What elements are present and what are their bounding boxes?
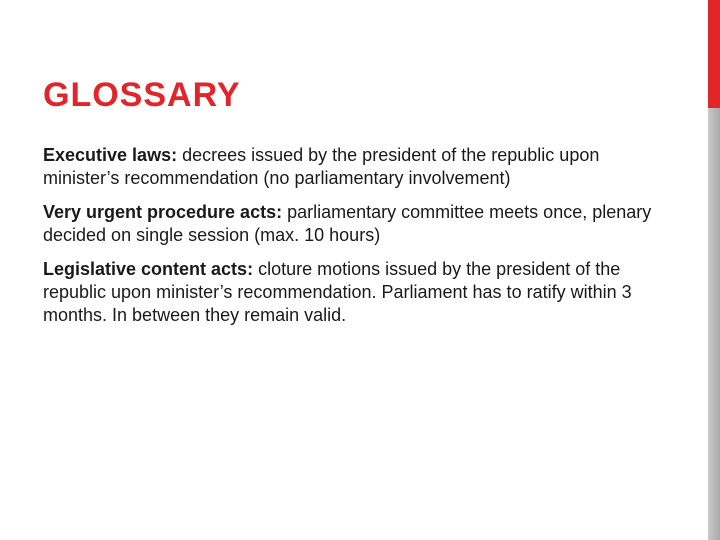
glossary-list: [43, 144, 653, 338]
glossary-definition: parliamentary committee meets once, plenary decided on single session (max. 10 hours): [43, 202, 652, 245]
glossary-term: Executive laws:: [43, 145, 178, 165]
glossary-entry-legislative-content-acts: [43, 258, 653, 327]
glossary-term: Legislative content acts:: [43, 259, 254, 279]
glossary-entry-very-urgent-procedure-acts: [43, 201, 653, 247]
glossary-term: Very urgent procedure acts:: [43, 202, 283, 222]
glossary-definition: decrees issued by the president of the republic upon minister’s recommendation (no parliamentary involvement): [43, 145, 600, 188]
glossary-definition: cloture motions issued by the president of the republic upon minister’s recommendation. Parliament has to ratify within 3 months. In between they remain valid.: [43, 259, 632, 325]
accent-bar-gray: [708, 108, 720, 540]
glossary-entry-executive-laws: [43, 144, 653, 190]
slide-title: GLOSSARY: [43, 76, 241, 114]
accent-bar-red: [708, 0, 720, 108]
